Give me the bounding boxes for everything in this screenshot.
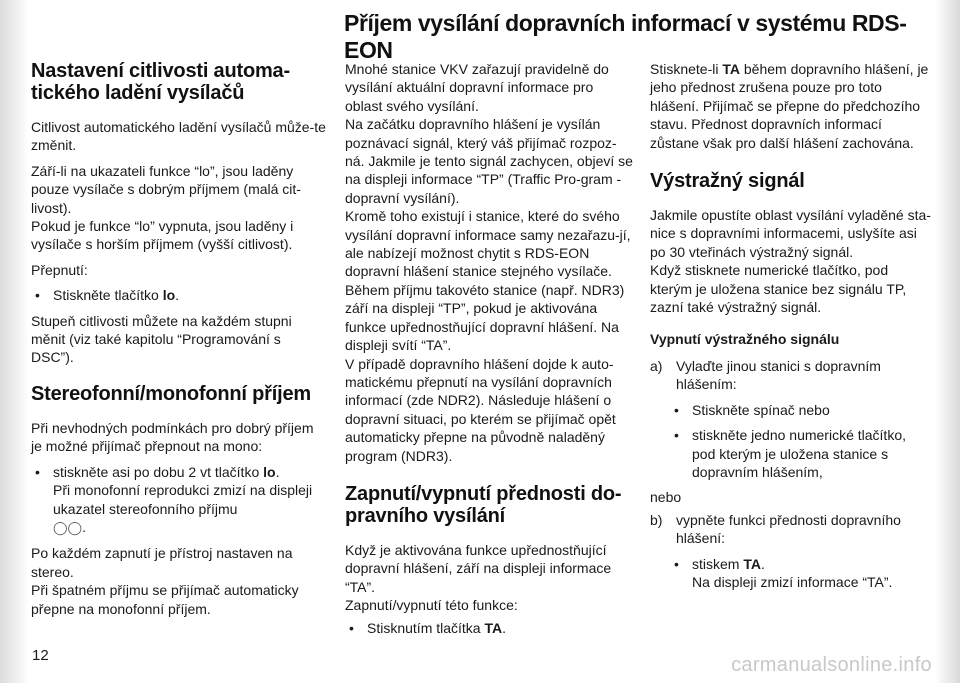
option-marker: a) (650, 357, 663, 374)
section-heading-sensitivity (31, 60, 327, 104)
page-edge-shadow-right (936, 0, 960, 683)
list-item-text: Stiskněte tlačítko (53, 287, 163, 304)
column-middle (345, 60, 633, 644)
key-label: TA (484, 619, 503, 636)
text-run: Stisknete-li (650, 61, 723, 77)
section-heading-warning-signal: Výstražný signál (650, 170, 805, 193)
key-label: lo (162, 287, 176, 304)
subheading-disable-warning: Vypnutí výstražného signálu (650, 331, 840, 348)
paragraph: Kromě toho existují i stanice, které do svého vysílání dopravní informace samy nezařazu-jí, ale nabízejí možnost chytit s RDS-EON dopravní hlášení stanice stejného vysílače. Během příjmu takovéto stanice (např. NDR3) září na displeji “TP”, pokud je aktivována funkce upřednostňující dopravní hlášení. Na displeji svítí “TA”. (345, 208, 631, 354)
page-number: 12 (32, 647, 49, 664)
option-b (650, 511, 932, 548)
paragraph: Jakmile opustíte oblast vysílání vyladěné sta-nice s dopravními informacemi, uslyšíte asi po 30 vteřinách výstražný signál. (650, 207, 931, 260)
paragraph: Při nevhodných podmínkách pro dobrý příjem je možné přijímač přepnout na mono: (31, 419, 314, 455)
key-label: TA (743, 555, 761, 572)
section-heading-ta-toggle (345, 483, 633, 527)
paragraph: Mnohé stanice VKV zařazují pravidelně do vysílání aktuální dopravní informace pro oblast svého vysílání. (345, 61, 609, 114)
option-text: vypněte funkci přednosti dopravního hlášení: (676, 511, 901, 547)
paragraph: Přepnutí: (31, 261, 88, 278)
paragraph: Po každém zapnutí je přístroj nastaven na stereo. (31, 545, 293, 580)
option-text: Vylaďte jinou stanici s dopravním hlášením: (676, 357, 881, 393)
paragraph: nebo (650, 489, 682, 506)
list-item (650, 555, 932, 592)
option-marker: b) (650, 511, 663, 528)
paragraph: Na začátku dopravního hlášení je vysílán poznávací signál, který váš přijímač rozpoz-ná. Jakmile je tento signál zachycen, objeví se na displeji informace “TP” (Traffic Pro-gram - dopravní vysílání). (345, 116, 633, 206)
paragraph: Citlivost automatického ladění vysílačů může-te změnit. (31, 119, 326, 154)
list-item-text: Při monofonní reprodukci zmizí na displeji ukazatel stereofonního příjmu (53, 482, 313, 517)
list-item: • Stiskněte tlačítko lo. (31, 286, 327, 304)
list-item: • stiskněte asi po dobu 2 vt tlačítko lo. Při monofonní reprodukci zmizí na displeji ukazatel stereofonního příjmu ◯◯. (31, 463, 327, 538)
key-label: lo (263, 463, 276, 480)
paragraph: Když stisknete numerické tlačítko, pod kterým je uložena stanice bez signálu TP, zazní také výstražný signál. (650, 262, 907, 316)
heading-line: tického ladění vysílačů (31, 82, 245, 104)
heading-line: Nastavení citlivosti automa- (31, 60, 290, 82)
section-heading-stereo-mono: Stereofonní/monofonní příjem (31, 382, 311, 405)
column-right (650, 60, 932, 598)
column-left (31, 60, 327, 625)
key-label: TA (722, 61, 740, 77)
paragraph: Když je aktivována funkce upřednostňující dopravní hlášení, září na displeji informace “TA”. (345, 541, 612, 595)
list-item (345, 619, 633, 637)
stereo-indicator-icon: ◯◯ (53, 519, 83, 535)
list-item: • Stiskněte spínač nebo (650, 401, 932, 419)
list-item-text: stiskem (692, 555, 744, 572)
paragraph (650, 60, 932, 152)
list-item-text: Na displeji zmizí informace “TA”. (692, 573, 893, 590)
option-a (650, 357, 932, 394)
watermark: carmanualsonline.info (731, 654, 932, 676)
paragraph: Pokud je funkce “lo” vypnuta, jsou laděny i vysílače s horším příjmem (vyšší citlivost). (31, 218, 294, 253)
page-edge-shadow-left (0, 0, 28, 683)
paragraph: Při špatném příjmu se přijímač automaticky přepne na monofonní příjem. (31, 582, 299, 617)
paragraph: Stupeň citlivosti můžete na každém stupni měnit (viz také kapitolu “Programování s DSC”). (31, 312, 292, 366)
punctuation: . (760, 555, 765, 572)
paragraph: V případě dopravního hlášení dojde k auto-matickému přepnutí na vysílání dopravních informací (zde NDR2). Následuje hlášení o dopravní situaci, po kterém se přijímač opět automaticky přepne na původně naladěný program (NDR3). (345, 355, 616, 464)
list-item: • stiskněte jedno numerické tlačítko, pod kterým je uložena stanice s dopravním hlášením, (650, 426, 932, 481)
paragraph: Zapnutí/vypnutí této funkce: (345, 597, 518, 614)
punctuation: . (502, 619, 506, 636)
text-run: během dopravního hlášení, je jeho přednost zrušena pouze pro toto hlášení. Přijímač se přepne do předchozího stavu. Přednost dopravních informací zůstane však pro další hlášení zachována. (650, 61, 929, 151)
paragraph: Září-li na ukazateli funkce “lo”, jsou laděny pouze vysílače s dobrým příjmem (malá cit-livost). (31, 162, 301, 216)
list-item-text: Stisknutím tlačítka (367, 619, 485, 636)
page-title: Příjem vysílání dopravních informací v systému RDS-EON (344, 10, 907, 63)
list-item-text: stiskněte asi po dobu 2 vt tlačítko (53, 463, 264, 480)
heading-line: Zapnutí/vypnutí přednosti do- (345, 482, 622, 505)
heading-line: pravního vysílání (345, 504, 505, 527)
